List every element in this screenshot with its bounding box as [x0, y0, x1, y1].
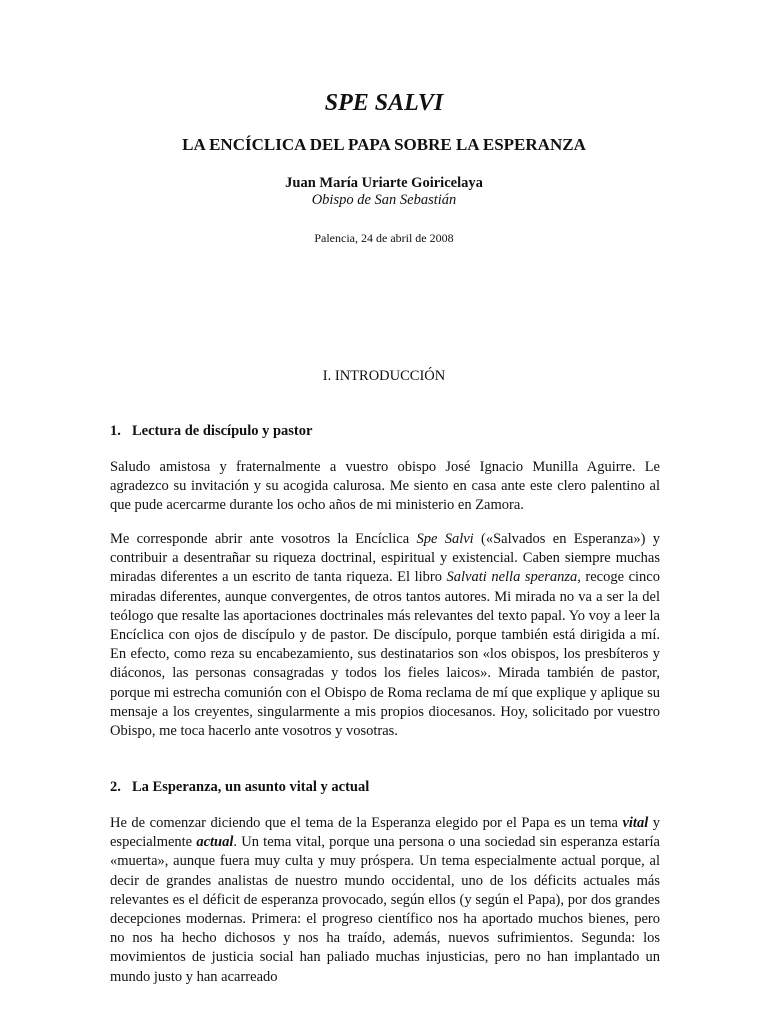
paragraph-text: He de comenzar diciendo que el tema de la Esperanza elegido por el Papa es un tema — [110, 815, 623, 831]
author-role: Obispo de San Sebastián — [311, 192, 457, 208]
section-1-number: 1. — [110, 423, 121, 439]
italic-title: Spe Salvi — [416, 531, 474, 547]
paragraph-1-2 — [110, 530, 664, 741]
document-subtitle: LA ENCÍCLICA DEL PAPA SOBRE LA ESPERANZA — [182, 135, 586, 154]
paragraph-text: , recoge cinco miradas diferentes, aunque convergentes, de otros tantos autores. Mi mirada no va a ser la del teólogo que resalte las aportaciones doctrinales más relevantes del texto papal. Yo voy a leer la Encíclica con ojos de discípulo y de pastor. De discípulo, porque también está dirigida a mí. En efecto, como reza su encabezamiento, sus destinatarios son «los obispos, los presbíteros y diáconos, las personas consagradas y todos los fieles laicos». Mirada también de pastor, porque mi estrecha comunión con el Obispo de Roma reclama de mí que explique y aplique su mensaje a los creyentes, singularmente a mis propios diocesanos. Hoy, solicitado por vuestro Obispo, me toca hacerlo ante vosotros y vosotras. — [110, 569, 664, 740]
emphasis-actual: actual — [196, 834, 234, 851]
emphasis-vital: vital — [622, 815, 649, 831]
section-2-heading-text: La Esperanza, un asunto vital y actual — [132, 779, 370, 795]
section-2-number: 2. — [110, 779, 121, 795]
document-title: SPE SALVI — [324, 90, 444, 116]
paragraph-text: («Salvados en Esperanza») y contribuir a desentrañar su riqueza doctrinal, espiritual y existencial. Caben siempre muchas miradas diferentes a un escrito de tanta riqueza. El libro — [110, 531, 664, 586]
section-2-heading — [110, 779, 660, 796]
italic-title: Salvati nella speranza — [446, 569, 578, 586]
section-1-heading-text: Lectura de discípulo y pastor — [132, 423, 313, 439]
paragraph-text: . Un tema vital, porque una persona o una sociedad sin esperanza estaría «muerta», aunque fuera muy culta y muy próspera. Un tema especialmente actual porque, al decir de grandes analistas de nuestro mundo occidental, uno de los déficits actuales más relevantes es el déficit de esperanza provocado, según ellos (y según el Papa), por dos grandes decepciones modernas. Primera: el progreso científico nos ha aportado muchos bienes, pero no nos ha hecho dichosos y nos ha traído, además, nuevos sufrimientos. Segunda: los movimientos de justicia social han paliado muchas injusticias, pero no han implantado un mundo justo y han acarreado — [110, 834, 664, 985]
author-name: Juan María Uriarte Goiricelaya — [285, 175, 483, 191]
section-1-heading — [110, 423, 660, 440]
paragraph-text: Saludo amistosa y fraternalmente a vuestro obispo José Ignacio Munilla Aguirre. Le agradezco su invitación y su acogida calurosa. Me siento en casa ante este clero palentino al que pude acercarme durante los ocho años de mi ministerio en Zamora. — [110, 459, 664, 514]
paragraph-2-1 — [110, 814, 664, 987]
paragraph-text: y especialmente — [110, 815, 664, 851]
document-date: Palencia, 24 de abril de 2008 — [314, 231, 454, 245]
paragraph-text: Me corresponde abrir ante vosotros la Encíclica — [110, 531, 417, 547]
paragraph-1-1 — [110, 458, 664, 516]
section-title: I. INTRODUCCIÓN — [322, 368, 446, 384]
